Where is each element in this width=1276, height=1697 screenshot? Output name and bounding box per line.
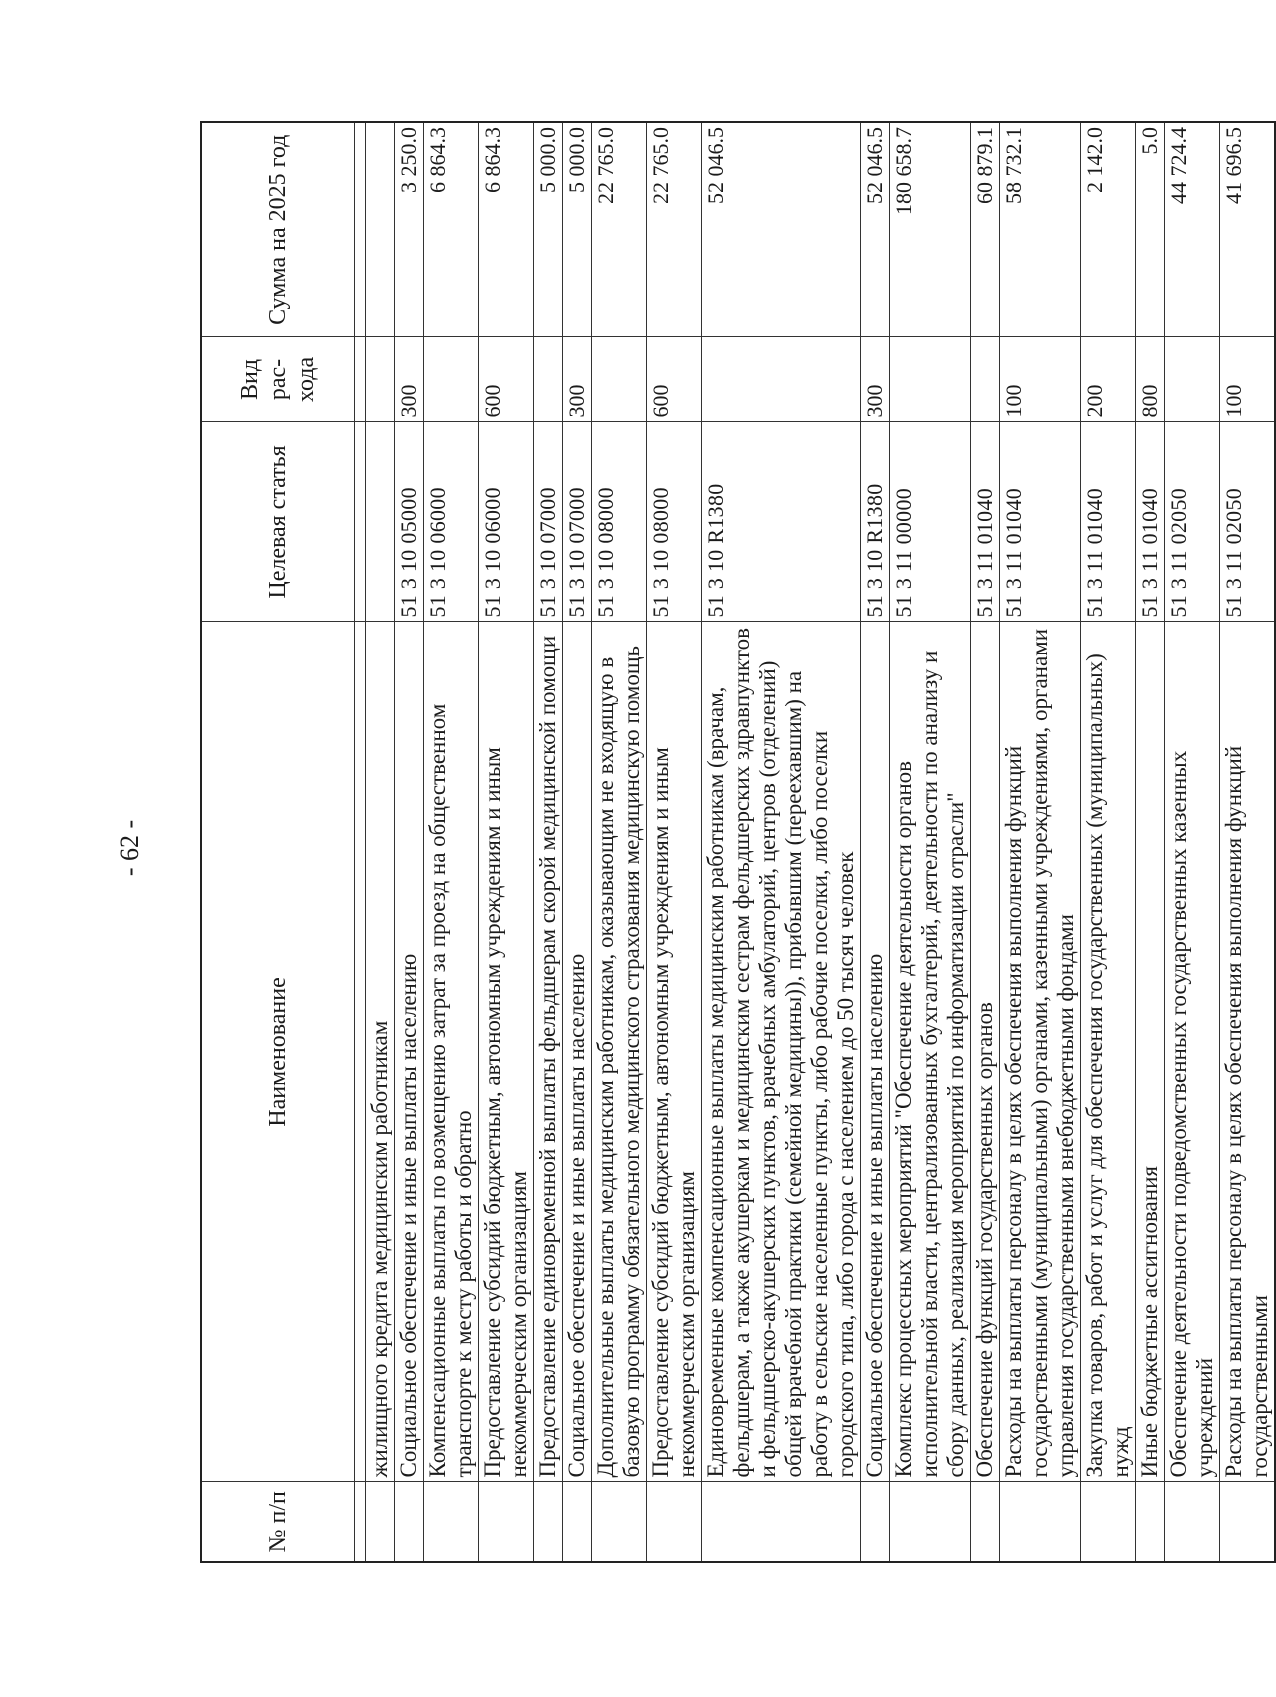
spacer-cell: [355, 1482, 366, 1562]
row-amount: 5 000.0: [563, 122, 592, 337]
row-code: 51 3 11 00000: [890, 422, 971, 622]
budget-table: [200, 121, 1276, 1563]
row-name: Единовременные компенсационные выплаты медицинским работникам (врачам, фельдшерам, а также акушеркам и медицинским сестрам фельдшерских здравпунктов и фельдшерско-акушерских пунктов, врачебных амбулаторий, центров (отделений) общей врачебной практики (семейной медицины)), прибывшим (переехавшим) на работу в сельские населенные пункты, либо рабочие поселки, либо поселки городского типа, либо города с населением до 50 тысяч человек: [702, 622, 861, 1482]
table-row: [890, 122, 971, 1562]
row-code: [366, 422, 395, 622]
row-name: Социальное обеспечение и иные выплаты населению: [563, 622, 592, 1482]
row-type: [971, 337, 1000, 422]
row-num: [1136, 1482, 1165, 1562]
table-row: [1081, 122, 1136, 1562]
row-code: 51 3 10 05000: [395, 422, 424, 622]
row-code: 51 3 10 07000: [563, 422, 592, 622]
row-name: Дополнительные выплаты медицинским работникам, оказывающим не входящую в базовую программу обязательного медицинского страхования медицинскую помощь: [592, 622, 647, 1482]
row-amount: 60 879.1: [971, 122, 1000, 337]
row-amount: 58 732.1: [1000, 122, 1081, 337]
row-type: [890, 337, 971, 422]
table-row: [534, 122, 563, 1562]
row-name: Предоставление субсидий бюджетным, автономным учреждениям и иным некоммерческим организациям: [647, 622, 702, 1482]
row-name: Обеспечение деятельности подведомственных государственных казенных учреждений: [1165, 622, 1220, 1482]
row-code: 51 3 11 01040: [1081, 422, 1136, 622]
table-row: [563, 122, 592, 1562]
row-amount: 52 046.5: [702, 122, 861, 337]
row-code: 51 3 11 02050: [1220, 422, 1276, 622]
row-code: 51 3 10 06000: [424, 422, 479, 622]
row-name: Социальное обеспечение и иные выплаты населению: [861, 622, 890, 1482]
spacer-cell: [355, 337, 366, 422]
row-num: [702, 1482, 861, 1562]
row-type: 200: [1081, 337, 1136, 422]
row-name: Расходы на выплаты персоналу в целях обеспечения выполнения функций государственными: [1220, 622, 1276, 1482]
row-type: 800: [1136, 337, 1165, 422]
table-row: [592, 122, 647, 1562]
row-num: [592, 1482, 647, 1562]
row-code: 51 3 10 R1380: [861, 422, 890, 622]
row-name: Предоставление единовременной выплаты фельдшерам скорой медицинской помощи: [534, 622, 563, 1482]
row-code: 51 3 11 01040: [1000, 422, 1081, 622]
table-row: [1000, 122, 1081, 1562]
row-name: Иные бюджетные ассигнования: [1136, 622, 1165, 1482]
row-name: Предоставление субсидий бюджетным, автономным учреждениям и иным некоммерческим организациям: [479, 622, 534, 1482]
row-amount: 6 864.3: [424, 122, 479, 337]
row-type: [424, 337, 479, 422]
row-type: [534, 337, 563, 422]
row-name: Социальное обеспечение и иные выплаты населению: [395, 622, 424, 1482]
spacer-row: [355, 122, 366, 1562]
table-row: [1220, 122, 1276, 1562]
row-type: [1165, 337, 1220, 422]
row-name: Закупка товаров, работ и услуг для обеспечения государственных (муниципальных) нужд: [1081, 622, 1136, 1482]
spacer-cell: [355, 622, 366, 1482]
row-amount: 22 765.0: [592, 122, 647, 337]
row-name: Расходы на выплаты персоналу в целях обеспечения выполнения функций государственными (муниципальными) органами, казенными учреждениями, органами управления государственными внебюджетными фондами: [1000, 622, 1081, 1482]
row-num: [534, 1482, 563, 1562]
row-type: 600: [647, 337, 702, 422]
row-num: [1165, 1482, 1220, 1562]
row-code: 51 3 11 01040: [971, 422, 1000, 622]
row-num: [366, 1482, 395, 1562]
row-num: [647, 1482, 702, 1562]
row-type: 600: [479, 337, 534, 422]
row-num: [861, 1482, 890, 1562]
row-code: 51 3 10 07000: [534, 422, 563, 622]
table-row: [1165, 122, 1220, 1562]
row-num: [395, 1482, 424, 1562]
row-num: [971, 1482, 1000, 1562]
table-row: [479, 122, 534, 1562]
table-row: [861, 122, 890, 1562]
table-row: [395, 122, 424, 1562]
spacer-cell: [355, 422, 366, 622]
header-type: Вид рас- хода: [201, 337, 355, 422]
page-number: - 62 -: [115, 819, 144, 877]
row-name: Обеспечение функций государственных органов: [971, 622, 1000, 1482]
table-row: [702, 122, 861, 1562]
row-code: 51 3 11 01040: [1136, 422, 1165, 622]
row-num: [1000, 1482, 1081, 1562]
row-type: 300: [861, 337, 890, 422]
row-amount: 180 658.7: [890, 122, 971, 337]
row-type: 300: [563, 337, 592, 422]
row-amount: 22 765.0: [647, 122, 702, 337]
table-row: [647, 122, 702, 1562]
table-row: [971, 122, 1000, 1562]
row-num: [1220, 1482, 1276, 1562]
row-name: Комплекс процессных мероприятий "Обеспечение деятельности органов исполнительной власти, централизованных бухгалтерий, деятельности по анализу и сбору данных, реализация мероприятий по информатизации отрасли": [890, 622, 971, 1482]
row-type: [592, 337, 647, 422]
row-amount: 3 250.0: [395, 122, 424, 337]
table-row: [366, 122, 395, 1562]
row-type: 300: [395, 337, 424, 422]
header-code: Целевая статья: [201, 422, 355, 622]
row-type: [366, 337, 395, 422]
row-type: 100: [1000, 337, 1081, 422]
row-amount: 2 142.0: [1081, 122, 1136, 337]
table-row: [424, 122, 479, 1562]
row-amount: 52 046.5: [861, 122, 890, 337]
row-num: [479, 1482, 534, 1562]
row-code: 51 3 10 R1380: [702, 422, 861, 622]
row-code: 51 3 10 06000: [479, 422, 534, 622]
row-code: 51 3 11 02050: [1165, 422, 1220, 622]
rotated-page: [200, 123, 1272, 1563]
row-code: 51 3 10 08000: [647, 422, 702, 622]
row-num: [424, 1482, 479, 1562]
row-num: [563, 1482, 592, 1562]
spacer-cell: [355, 122, 366, 337]
header-num: № п/п: [201, 1482, 355, 1562]
row-name: жилищного кредита медицинским работникам: [366, 622, 395, 1482]
row-num: [890, 1482, 971, 1562]
row-num: [1081, 1482, 1136, 1562]
row-type: 100: [1220, 337, 1276, 422]
row-type: [702, 337, 861, 422]
row-name: Компенсационные выплаты по возмещению затрат за проезд на общественном транспорте к месту работы и обратно: [424, 622, 479, 1482]
row-amount: [366, 122, 395, 337]
header-name: Наименование: [201, 622, 355, 1482]
table-row: [1136, 122, 1165, 1562]
row-amount: 41 696.5: [1220, 122, 1276, 337]
header-amount: Сумма на 2025 год: [201, 122, 355, 337]
row-amount: 6 864.3: [479, 122, 534, 337]
table-header-row: [201, 122, 355, 1562]
row-code: 51 3 10 08000: [592, 422, 647, 622]
row-amount: 44 724.4: [1165, 122, 1220, 337]
row-amount: 5 000.0: [534, 122, 563, 337]
row-amount: 5.0: [1136, 122, 1165, 337]
